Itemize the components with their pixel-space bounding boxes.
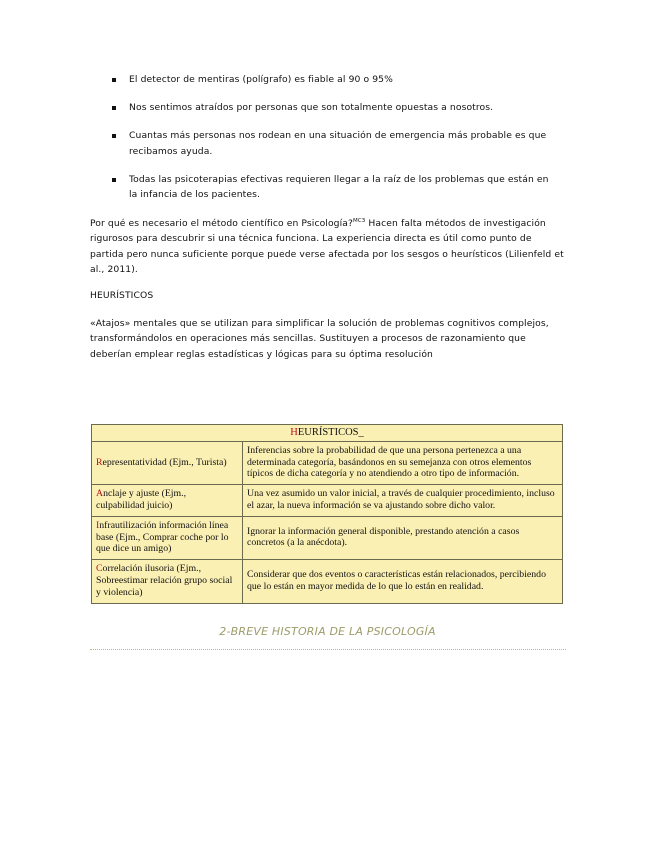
term-rest: orrelación ilusoria (Ejm., Sobreestimar relación grupo social y violencia)	[96, 563, 233, 598]
term-initial: C	[96, 563, 103, 575]
term-initial: I	[96, 519, 100, 531]
bullet-icon	[112, 134, 116, 138]
scientific-method-paragraph	[90, 214, 565, 278]
heading-dotted-rule	[90, 649, 566, 650]
bullet-text: Todas las psicoterapias efectivas requieren llegar a la raíz de los problemas que están en la infancia de los pacientes.	[129, 173, 549, 200]
heuristics-definition-paragraph: «Atajos» mentales que se utilizan para simplificar la solución de problemas cognitivos complejos, transformándolos en operaciones más sencillas. Sustituyen a procesos de razonamiento que deberían emplear reglas estadísticas y lógicas para su óptima resolución	[90, 318, 549, 360]
table-title-rest: EURÍSTICOS_	[297, 427, 364, 438]
term-rest: nclaje y ajuste (Ejm., culpabilidad juicio)	[96, 488, 187, 511]
table-title	[92, 425, 563, 442]
section-heading: HEURÍSTICOS	[90, 290, 154, 301]
table-row	[92, 560, 563, 603]
bullet-icon	[112, 178, 116, 182]
table-row	[92, 441, 563, 484]
heuristic-term	[92, 485, 243, 517]
myths-bullet-list	[112, 72, 552, 215]
table-row	[92, 516, 563, 559]
heuristics-table	[91, 424, 563, 604]
list-item	[112, 128, 552, 159]
footnote-marker[interactable]: MC3	[352, 218, 366, 224]
list-item	[112, 172, 552, 203]
heuristic-description: Inferencias sobre la probabilidad de que una persona pertenezca a una determinada categoría, basándonos en su semejanza con otros elementos típicos de dicha categoría y no atendiendo a otro tipo de información.	[243, 441, 563, 484]
heuristic-term	[92, 441, 243, 484]
paragraph-text-end: Hacen falta métodos de investigación rigurosos para descubrir si una técnica funciona. La experiencia directa es útil como punto de partida pero nunca suficiente porque puede verse afectada por los sesgos o heurísticos (Lilienfeld et al., 2011).	[90, 218, 564, 276]
bullet-text: Cuantas más personas nos rodean en una situación de emergencia más probable es que recibamos ayuda.	[129, 130, 547, 157]
term-initial: R	[96, 456, 103, 468]
bullet-icon	[112, 106, 116, 110]
table-header-row	[92, 425, 563, 442]
table-title-initial: H	[290, 427, 298, 438]
heuristic-description: Una vez asumido un valor inicial, a través de cualquier procedimiento, incluso el azar, la nueva información se va ajustando sobre dicho valor.	[243, 485, 563, 517]
bullet-text: Nos sentimos atraídos por personas que son totalmente opuestas a nosotros.	[129, 102, 494, 113]
heuristic-term	[92, 560, 243, 603]
bullet-text: El detector de mentiras (polígrafo) es fiable al 90 o 95%	[129, 74, 393, 85]
heuristic-term	[92, 516, 243, 559]
bullet-icon	[112, 78, 116, 82]
heuristic-description: Ignorar la información general disponible, prestando atención a casos concretos (a la anécdota).	[243, 516, 563, 559]
table-row	[92, 485, 563, 517]
heuristic-description: Considerar que dos eventos o características están relacionados, percibiendo que lo están en mayor medida de lo que lo están en realidad.	[243, 560, 563, 603]
term-rest: epresentatividad (Ejm., Turista)	[102, 456, 227, 468]
next-section-heading: 2-BREVE HISTORIA DE LA PSICOLOGÍA	[219, 625, 436, 638]
paragraph-text-start: Por qué es necesario el método científico en Psicología?	[90, 218, 353, 229]
list-item	[112, 100, 552, 116]
term-rest: nfrautilización información línea base (Ejm., Comprar coche por lo que dice un amigo)	[96, 519, 229, 555]
term-initial: A	[96, 488, 104, 500]
list-item	[112, 72, 552, 88]
